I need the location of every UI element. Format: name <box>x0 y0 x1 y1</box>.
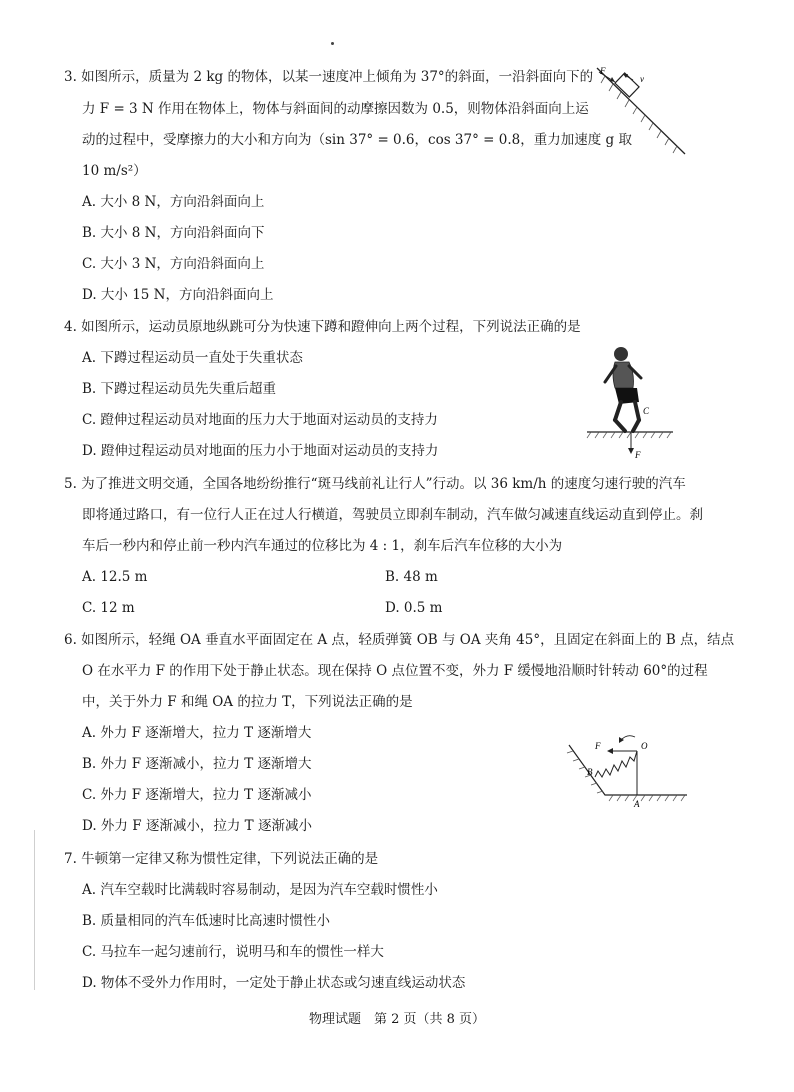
q7-option-c: C. 马拉车一起匀速前行，说明马和车的惯性一样大 <box>82 944 384 960</box>
q6-fig-label-b: B <box>587 767 593 777</box>
q7-option-a: A. 汽车空载时比满载时容易制动，是因为汽车空载时惯性小 <box>82 882 438 898</box>
q3-option-a: A. 大小 8 N，方向沿斜面向上 <box>82 194 265 210</box>
q6-option-c: C. 外力 F 逐渐增大，拉力 T 逐渐减小 <box>82 787 312 803</box>
q7-option-d: D. 物体不受外力作用时，一定处于静止状态或匀速直线运动状态 <box>82 975 466 991</box>
q7-option-b: B. 质量相同的汽车低速时比高速时惯性小 <box>82 913 331 929</box>
q4-option-b: B. 下蹲过程运动员先失重后超重 <box>82 381 277 397</box>
q6-fig-label-o: O <box>641 741 648 751</box>
q3-stem-line-3: 动的过程中，受摩擦力的大小和方向为（sin 37° = 0.6，cos 37° = 0.8，重力加速度 g 取 <box>82 132 632 148</box>
q5-option-d: D. 0.5 m <box>385 600 443 616</box>
q6-option-d: D. 外力 F 逐渐减小，拉力 T 逐渐减小 <box>82 818 312 834</box>
q4-athlete-figure <box>585 340 675 465</box>
scan-speck <box>331 42 334 45</box>
q5-option-b: B. 48 m <box>385 569 438 585</box>
q6-stem-line-3: 中，关于外力 F 和绳 OA 的拉力 T，下列说法正确的是 <box>82 694 413 710</box>
q3-option-c: C. 大小 3 N，方向沿斜面向上 <box>82 256 265 272</box>
q6-spring-figure <box>565 725 690 810</box>
q4-option-a: A. 下蹲过程运动员一直处于失重状态 <box>82 350 303 366</box>
q3-option-d: D. 大小 15 N，方向沿斜面向上 <box>82 287 274 303</box>
q3-incline-figure <box>585 58 695 158</box>
q3-stem-line-4: 10 m/s²） <box>82 163 147 179</box>
q3-fig-label-v: v <box>640 74 644 84</box>
q6-fig-label-a: A <box>634 799 640 809</box>
scan-edge-line <box>34 830 35 990</box>
page-footer: 物理试题 第 2 页（共 8 页） <box>308 1012 486 1027</box>
q6-option-b: B. 外力 F 逐渐减小，拉力 T 逐渐增大 <box>82 756 312 772</box>
q4-fig-label-f: F <box>635 450 641 460</box>
q6-option-a: A. 外力 F 逐渐增大，拉力 T 逐渐增大 <box>82 725 312 741</box>
q5-option-c: C. 12 m <box>82 600 135 616</box>
q7-stem-line-1: 7. 牛顿第一定律又称为惯性定律，下列说法正确的是 <box>64 851 379 867</box>
q5-option-a: A. 12.5 m <box>82 569 148 585</box>
q5-stem-line-2: 即将通过路口，有一位行人正在过人行横道，驾驶员立即刹车制动，汽车做匀减速直线运动直到停止。刹 <box>82 507 703 523</box>
q3-stem-line-2: 力 F = 3 N 作用在物体上，物体与斜面间的动摩擦因数为 0.5，则物体沿斜面向上运 <box>82 101 589 117</box>
q4-option-c: C. 蹬伸过程运动员对地面的压力大于地面对运动员的支持力 <box>82 412 438 428</box>
q3-option-b: B. 大小 8 N，方向沿斜面向下 <box>82 225 265 241</box>
q3-fig-label-f: F <box>600 66 606 76</box>
q5-stem-line-1: 5. 为了推进文明交通，全国各地纷纷推行“斑马线前礼让行人”行动。以 36 km/h 的速度匀速行驶的汽车 <box>64 476 686 492</box>
q4-option-d: D. 蹬伸过程运动员对地面的压力小于地面对运动员的支持力 <box>82 443 439 459</box>
q4-stem-line-1: 4. 如图所示，运动员原地纵跳可分为快速下蹲和蹬伸向上两个过程，下列说法正确的是 <box>64 319 581 335</box>
q4-fig-label-c: C <box>643 406 650 416</box>
q6-fig-label-f: F <box>595 741 601 751</box>
q5-stem-line-3: 车后一秒内和停止前一秒内汽车通过的位移比为 4 : 1，刹车后汽车位移的大小为 <box>82 538 563 554</box>
q6-stem-line-1: 6. 如图所示，轻绳 OA 垂直水平面固定在 A 点，轻质弹簧 OB 与 OA 夹角 45°，且固定在斜面上的 B 点，结点 <box>64 632 735 648</box>
q3-stem-line-1: 3. 如图所示，质量为 2 kg 的物体，以某一速度冲上倾角为 37°的斜面，一沿斜面向下的 <box>64 69 594 85</box>
q6-stem-line-2: O 在水平力 F 的作用下处于静止状态。现在保持 O 点位置不变，外力 F 缓慢地沿顺时针转动 60°的过程 <box>82 663 708 679</box>
